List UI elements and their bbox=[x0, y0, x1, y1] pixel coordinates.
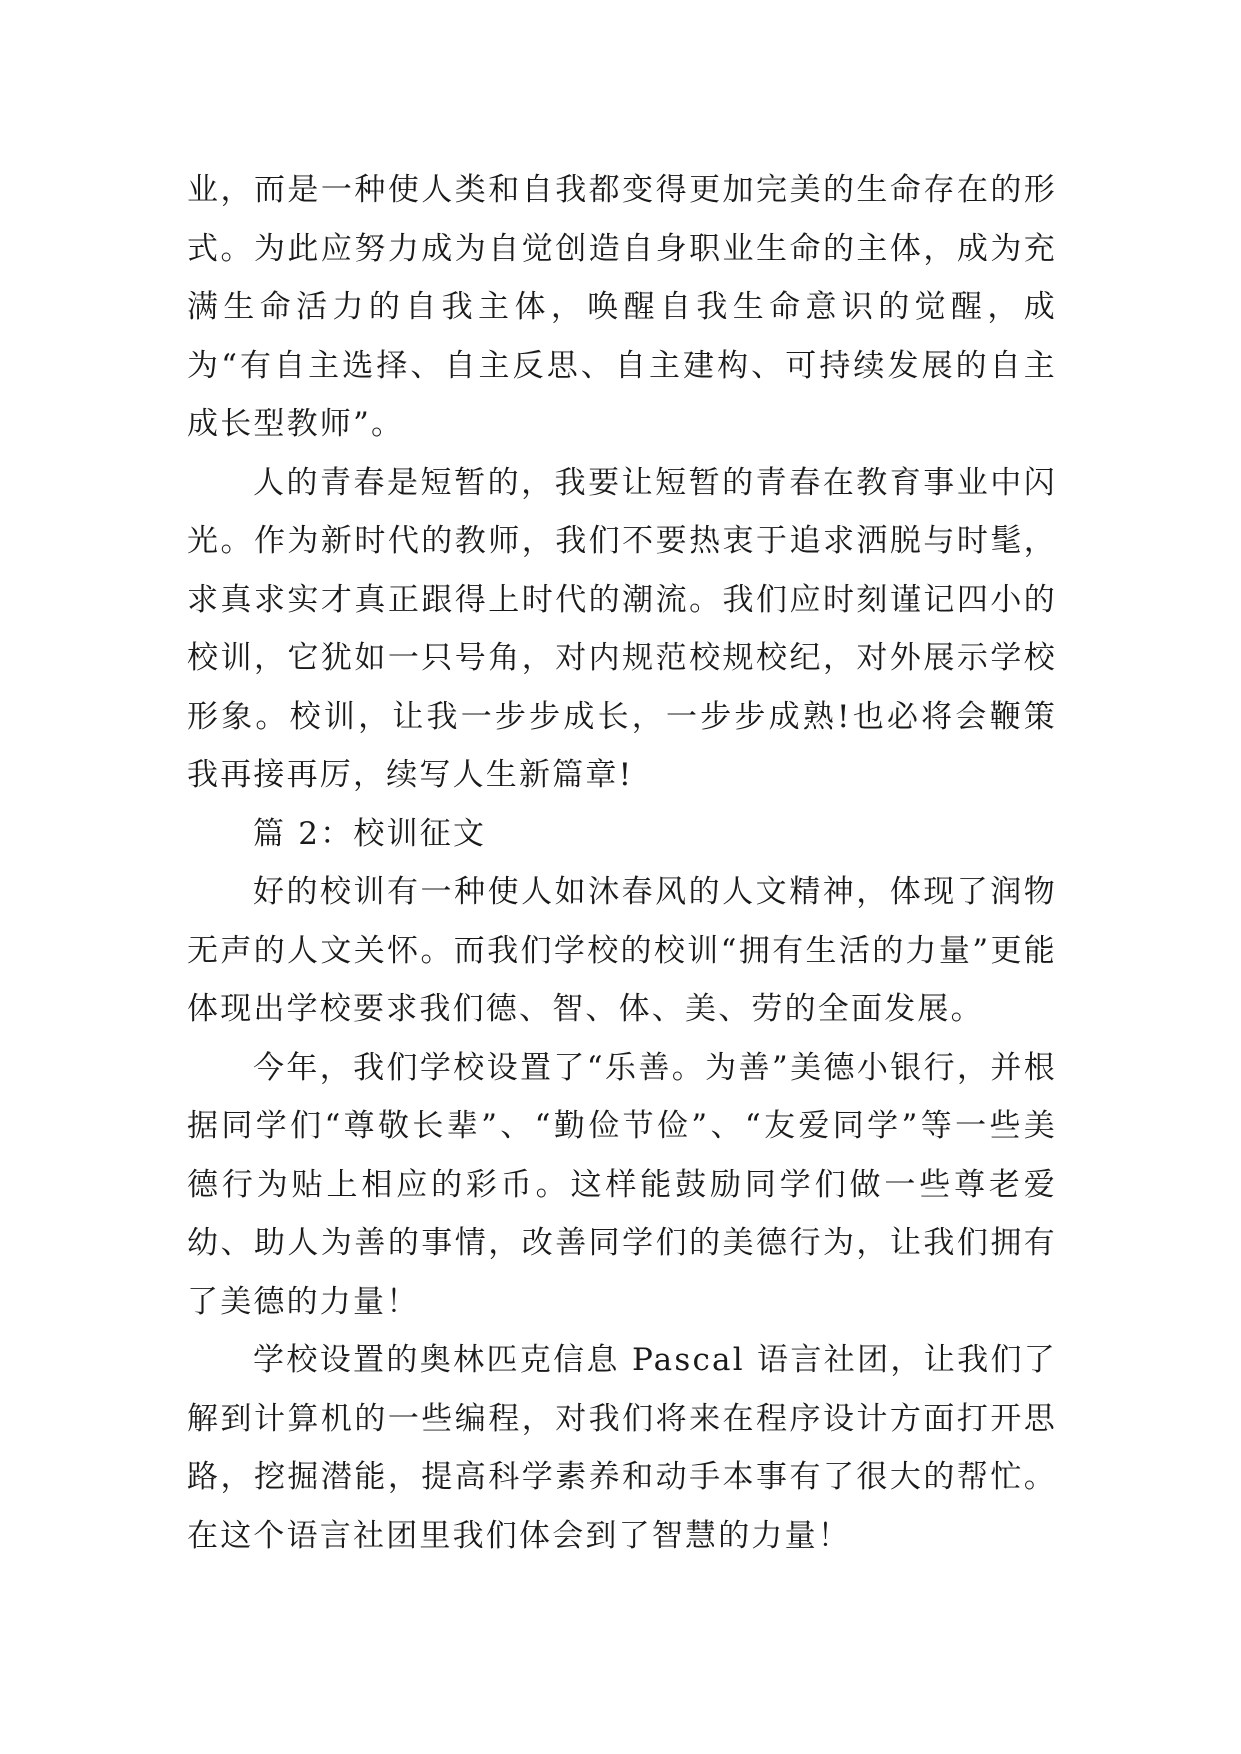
document-body bbox=[187, 161, 1057, 1565]
paragraph-pascal-club: 学校设置的奥林匹克信息 Pascal 语言社团，让我们了解到计算机的一些编程，对我们将来在程序设计方面打开思路，挖掘潜能，提高科学素养和动手本事有了很大的帮忙。在这个语言社团里我们体会到了智慧的力量！ bbox=[187, 1342, 1057, 1554]
paragraph-youth: 人的青春是短暂的，我要让短暂的青春在教育事业中闪光。作为新时代的教师，我们不要热衷于追求洒脱与时髦，求真求实才真正跟得上时代的潮流。我们应时刻谨记四小的校训，它犹如一只号角，对内规范校规校纪，对外展示学校形象。校训，让我一步步成长，一步步成熟!也必将会鞭策我再接再厉，续写人生新篇章! bbox=[187, 464, 1057, 793]
section-heading: 篇 2：校训征文 bbox=[253, 815, 487, 852]
paragraph-school-motto: 好的校训有一种使人如沐春风的人文精神，体现了润物无声的人文关怀。而我们学校的校训“拥有生活的力量”更能体现出学校要求我们德、智、体、美、劳的全面发展。 bbox=[187, 874, 1057, 1027]
paragraph-virtue-bank: 今年，我们学校设置了“乐善。为善”美德小银行，并根据同学们“尊敬长辈”、“勤俭节俭”、“友爱同学”等一些美德行为贴上相应的彩币。这样能鼓励同学们做一些尊老爱幼、助人为善的事情，改善同学们的美德行为，让我们拥有了美德的力量！ bbox=[187, 1049, 1057, 1320]
paragraph-continued: 业，而是一种使人类和自我都变得更加完美的生命存在的形式。为此应努力成为自觉创造自身职业生命的主体，成为充满生命活力的自我主体，唤醒自我生命意识的觉醒，成为“有自主选择、自主反思、自主建构、可持续发展的自主成长型教师”。 bbox=[187, 172, 1057, 442]
